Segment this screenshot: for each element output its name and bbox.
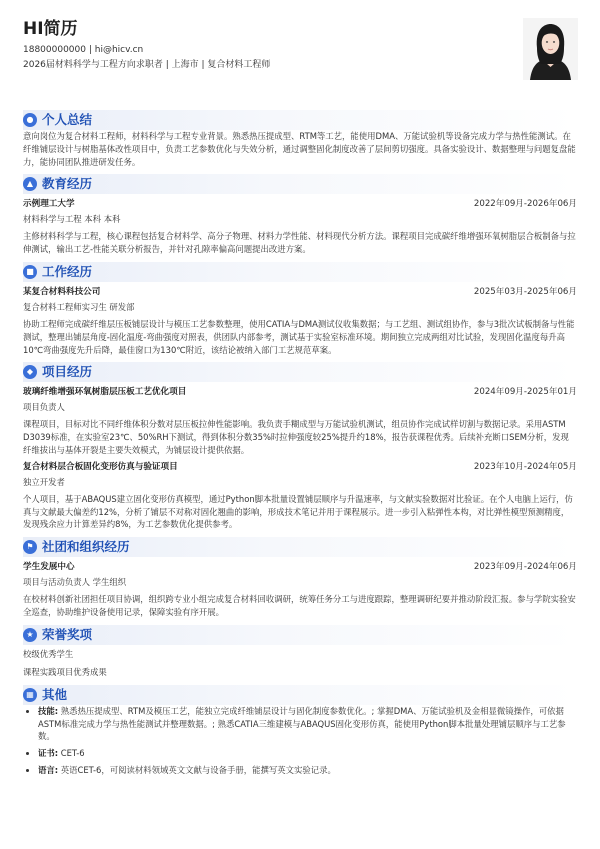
briefcase-icon: ■ bbox=[23, 265, 37, 279]
item-text: 英语CET-6，可阅读材料领域英文文献与设备手册，能撰写英文实验记录。 bbox=[60, 764, 336, 775]
profile-photo bbox=[523, 18, 578, 80]
section-title: 项目经历 bbox=[42, 364, 93, 380]
project-role: 独立开发者 bbox=[23, 476, 65, 487]
project-name: 玻璃纤维增强环氧树脂层压板工艺优化项目 bbox=[23, 387, 187, 398]
item-label: 技能: bbox=[38, 705, 59, 716]
club-text: 在校材料创新社团担任项目协调，组织跨专业小组完成复合材料回收调研，统筹任务分工与进度跟踪，整理调研纪要并推动阶段汇报。参与学院实验安全巡查，协助维护设备使用记录，保障实验有序开展。 bbox=[23, 594, 576, 617]
project-text: 课程项目，目标对比不同纤维体积分数对层压板拉伸性能影响。我负责手糊成型与万能试验机测试，组员协作完成试样切割与数据记录。采用ASTM D3039标准，在实验室23℃、50%RH下测试，得到体积分数35%时拉伸强度较25%提升约18%，报告获课程优秀。后续补充断口SEM分析，发现纤维拔出与基体开裂是主要失效模式，为铺层设计提供依据。 bbox=[23, 419, 569, 455]
education-entry-header bbox=[23, 197, 577, 211]
education-major: 材料科学与工程 本科 本科 bbox=[23, 214, 121, 225]
section-title: 荣誉奖项 bbox=[42, 626, 93, 642]
section-title: 个人总结 bbox=[42, 112, 93, 127]
work-role: 复合材料工程师实习生 研发部 bbox=[23, 301, 135, 312]
project-entry-header bbox=[23, 385, 577, 399]
section-title: 教育经历 bbox=[42, 176, 93, 192]
job-intent-line: 2026届材料科学与工程方向求职者 | 上海市 | 复合材料工程师 bbox=[23, 60, 271, 70]
summary-text: 意向岗位为复合材料工程师，材料科学与工程专业背景。熟悉热压提成型、RTM等工艺，能使用DMA、万能试验机等设备完成力学与热性能测试。在纤维铺层设计与树脂基体改性项目中，负责工艺参数优化与失效分析，通过调整固化制度改善了层间剪切强度。具备实验设计、数据整理与问题复盘能力，能协同团队推进研发任务。 bbox=[23, 131, 576, 167]
company-name: 某复合材料科技公司 bbox=[23, 286, 101, 297]
section-projects-header bbox=[23, 362, 577, 382]
folder-icon: ◆ bbox=[23, 365, 37, 379]
candidate-name: HI简历 bbox=[23, 19, 78, 39]
school-name: 示例理工大学 bbox=[23, 199, 75, 210]
list-item bbox=[38, 747, 577, 760]
section-title: 社团和组织经历 bbox=[42, 539, 130, 555]
flag-icon: ⚑ bbox=[23, 540, 37, 554]
list-item bbox=[38, 764, 577, 777]
grid-icon: ▦ bbox=[23, 688, 37, 702]
project-entry-header bbox=[23, 460, 577, 474]
org-name: 学生发展中心 bbox=[23, 562, 75, 573]
work-entry-header bbox=[23, 285, 577, 299]
work-text: 协助工程师完成碳纤维层压板铺层设计与模压工艺参数整理，使用CATIA与DMA测试仪收集数据；与工艺组、测试组协作，参与3批次试板制备与性能测试，整理出铺层角度-固化温度-弯曲强度对照表，供团队内部参考，测试基于实验室标准环境。期间独立完成两组对比试验，发现固化温度每升高10℃弯曲强度先升后降，最佳窗口为130℃附近，该结论被纳入部门工艺规范草案。 bbox=[23, 318, 575, 355]
contact-line: 18800000000 | hi@hicv.cn bbox=[23, 45, 144, 55]
education-text: 主修材料科学与工程，核心课程包括复合材料学、高分子物理、材料力学性能、材料现代分析方法。课程项目完成碳纤维增强环氧树脂层合板制备与拉伸测试，输出工艺-性能关联分析报告，并针对孔隙率偏高问题提出改进方案。 bbox=[23, 231, 576, 255]
section-honors-header bbox=[23, 625, 577, 645]
trophy-icon: ★ bbox=[23, 628, 37, 642]
item-text: CET-6 bbox=[60, 748, 85, 759]
section-title: 其他 bbox=[42, 686, 68, 702]
section-work-header bbox=[23, 262, 577, 282]
graduation-icon: ▲ bbox=[23, 177, 37, 191]
section-title: 工作经历 bbox=[42, 263, 93, 279]
item-label: 语言: bbox=[38, 764, 59, 775]
section-summary-header bbox=[23, 110, 577, 130]
item-label: 证书: bbox=[38, 748, 59, 759]
resume-header bbox=[23, 18, 577, 104]
user-icon: ● bbox=[23, 113, 37, 127]
section-other-header bbox=[23, 685, 577, 705]
project-date: 2023年10月-2024年05月 bbox=[473, 461, 577, 472]
other-list bbox=[23, 705, 577, 777]
portrait-image bbox=[523, 18, 578, 80]
section-club-header bbox=[23, 537, 577, 557]
honor-item: 校级优秀学生 bbox=[23, 648, 74, 659]
club-date: 2023年09月-2024年06月 bbox=[473, 562, 577, 573]
club-entry-header bbox=[23, 560, 577, 574]
list-item bbox=[38, 705, 577, 743]
education-date: 2022年09月-2026年06月 bbox=[473, 199, 577, 210]
project-name: 复合材料层合板固化变形仿真与验证项目 bbox=[23, 461, 178, 472]
project-date: 2024年09月-2025年01月 bbox=[473, 387, 577, 398]
item-text: 熟悉热压提成型、RTM及模压工艺，能独立完成纤维铺层设计与固化制度参数优化。; 掌握DMA、万能试验机及金相显微镜操作，可依据ASTM标准完成力学与热性能测试并整理数据。; 熟悉CATIA三维建模与ABAQUS固化变形仿真，能使用Python脚本批量处理铺层顺序与工艺参数。 bbox=[38, 705, 566, 742]
project-role: 项目负责人 bbox=[23, 402, 65, 413]
section-education-header bbox=[23, 174, 577, 194]
project-text: 个人项目，基于ABAQUS建立固化变形仿真模型，通过Python脚本批量设置铺层顺序与升温速率，与文献实验数据对比验证。在个人电脑上运行，仿真与文献最大偏差约12%，分析了铺层不对称对固化翘曲的影响，形成技术笔记并用于课程展示。进一步引入粘弹性本构，对比弹性模型预测精度，发现残余应力计算差异约8%，为工艺参数优化提供参考。 bbox=[23, 493, 573, 530]
work-date: 2025年03月-2025年06月 bbox=[473, 286, 577, 297]
honor-item: 课程实践项目优秀成果 bbox=[23, 666, 107, 677]
club-role: 项目与活动负责人 学生组织 bbox=[23, 577, 127, 588]
